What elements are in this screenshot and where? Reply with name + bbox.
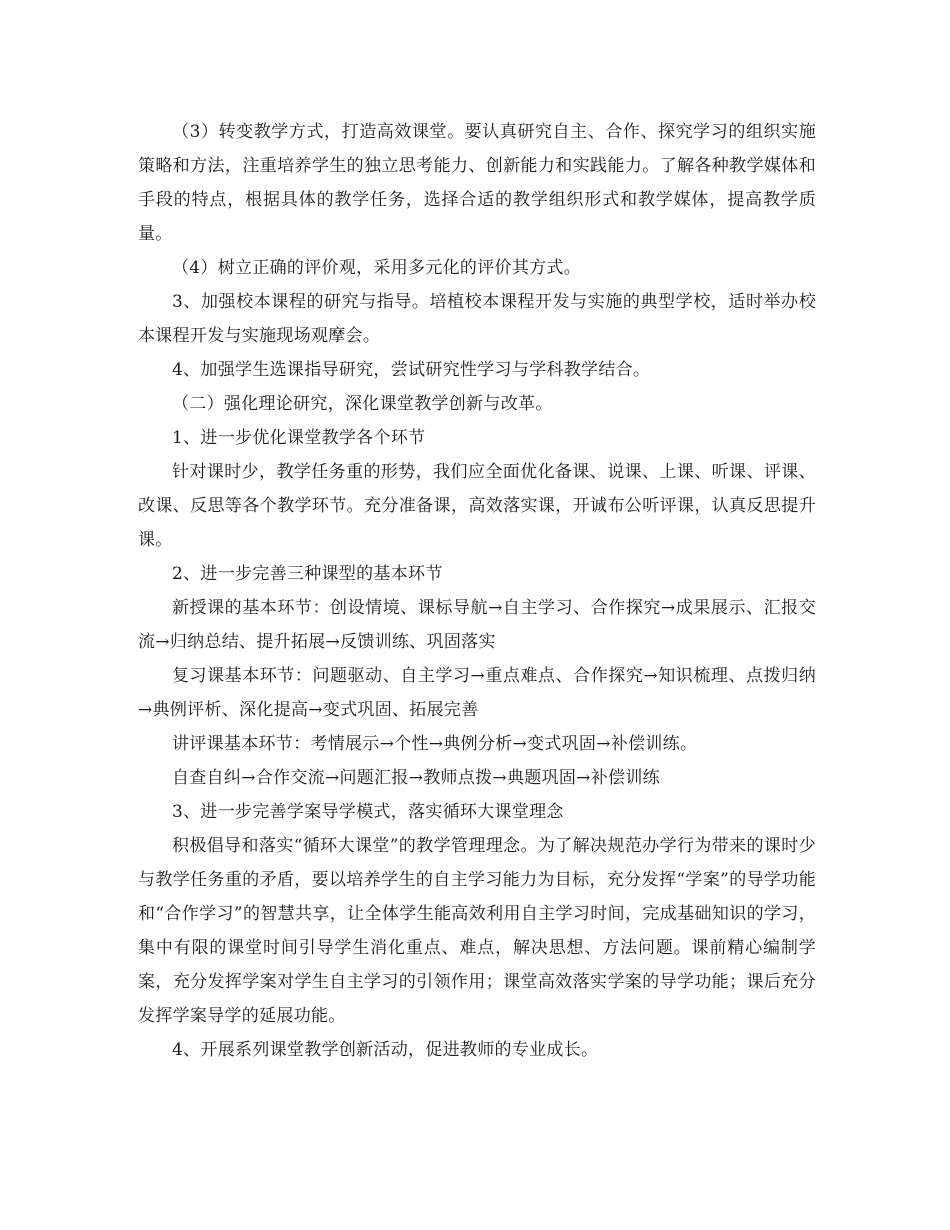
paragraph-review-lesson: 复习课基本环节：问题驱动、自主学习→重点难点、合作探究→知识梳理、点拨归纳→典例评析、深化提高→变式巩固、拓展完善 — [138, 666, 816, 720]
subheading-three-lesson-types: 2、进一步完善三种课型的基本环节 — [172, 564, 443, 584]
paragraph-evaluation: （4）树立正确的评价观，采用多元化的评价其方式。 — [172, 258, 582, 278]
paragraph-teaching-method: （3）转变教学方式，打造高效课堂。要认真研究自主、合作、探究学习的组织实施策略和方法，注重培养学生的独立思考能力、创新能力和实践能力。了解各种教学媒体和手段的特点，根据具体的教学任务，选择合适的教学组织形式和教学媒体，提高教学质量。 — [138, 122, 816, 244]
document-body — [138, 115, 816, 1067]
paragraph-new-lesson: 新授课的基本环节：创设情境、课标导航→自主学习、合作探究→成果展示、汇报交流→归纳总结、提升拓展→反馈训练、巩固落实 — [138, 598, 816, 652]
paragraph-course-selection: 4、加强学生选课指导研究，尝试研究性学习与学科教学结合。 — [172, 360, 651, 380]
paragraph-optimize-steps: 针对课时少，教学任务重的形势，我们应全面优化备课、说课、上课、听课、评课、改课、反思等各个教学环节。充分准备课，高效落实课，开诚布公听评课，认真反思提升课。 — [138, 462, 816, 550]
paragraph-cycle-classroom: 积极倡导和落实“循环大课堂”的教学管理理念。为了解决规范办学行为带来的课时少与教学任务重的矛盾，要以培养学生的自主学习能力为目标，充分发挥“学案”的导学功能和“合作学习”的智慧共享，让全体学生能高效利用自主学习时间，完成基础知识的学习，集中有限的课堂时间引导学生消化重点、难点，解决思想、方法问题。课前精心编制学案，充分发挥学案对学生自主学习的引领作用；课堂高效落实学案的导学功能；课后充分发挥学案导学的延展功能。 — [138, 836, 816, 1026]
section-heading-theory-research: （二）强化理论研究，深化课堂教学创新与改革。 — [172, 394, 553, 414]
paragraph-comment-lesson: 讲评课基本环节：考情展示→个性→典例分析→变式巩固→补偿训练。 — [172, 734, 698, 754]
subheading-study-guide-mode: 3、进一步完善学案导学模式，落实循环大课堂理念 — [172, 802, 564, 822]
subheading-optimize-steps: 1、进一步优化课堂教学各个环节 — [172, 428, 426, 448]
subheading-innovation-activities: 4、开展系列课堂教学创新活动，促进教师的专业成长。 — [172, 1040, 599, 1060]
paragraph-self-check-flow: 自查自纠→合作交流→问题汇报→教师点拨→典题巩固→补偿训练 — [172, 768, 660, 788]
paragraph-school-curriculum: 3、加强校本课程的研究与指导。培植校本课程开发与实施的典型学校，适时举办校本课程开发与实施现场观摩会。 — [138, 292, 816, 346]
